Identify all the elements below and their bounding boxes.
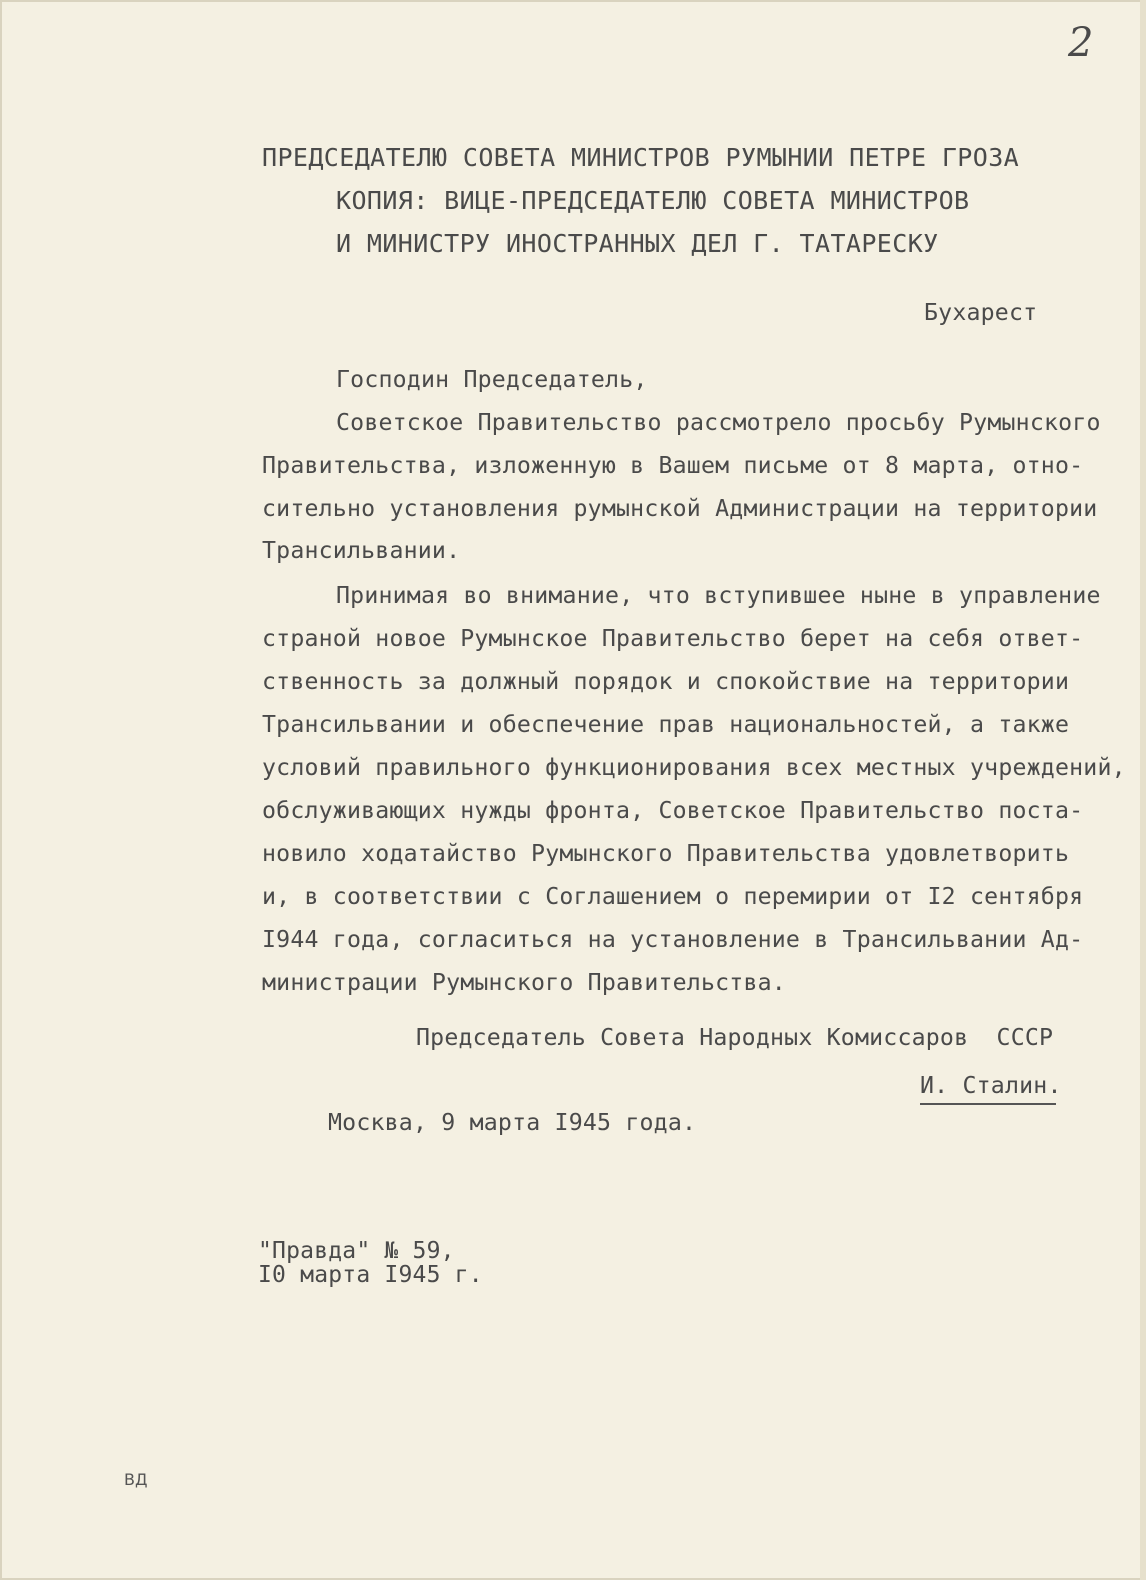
paragraph2-line: ственность за должный порядок и спокойствие на территории: [262, 668, 1070, 695]
paragraph2-line: министрации Румынского Правительства.: [262, 969, 786, 996]
signature-name: И. Сталин.: [920, 1072, 1062, 1099]
paragraph1-line: Правительства, изложенную в Вашем письме от 8 марта, отно-: [262, 452, 1084, 479]
addressee-line-1: ПРЕДСЕДАТЕЛЮ СОВЕТА МИНИСТРОВ РУМЫНИИ ПЕТРЕ ГРОЗА: [262, 143, 1020, 172]
source-line-1: "Правда" № 59,: [258, 1238, 455, 1264]
city: Бухарест: [924, 299, 1038, 326]
paper-edge: [1140, 0, 1146, 1580]
paragraph2-line: обслуживающих нужды фронта, Советское Правительство поста-: [262, 797, 1084, 824]
paragraph2-line: Трансильвании и обеспечение прав национальностей, а также: [262, 711, 1070, 738]
paragraph2-line: I944 года, согласиться на установление в Трансильвании Ад-: [262, 926, 1084, 953]
addressee-line-2: КОПИЯ: ВИЦЕ-ПРЕДСЕДАТЕЛЮ СОВЕТА МИНИСТРОВ: [336, 186, 970, 215]
paragraph2-line: новило ходатайство Румынского Правительства удовлетворить: [262, 840, 1070, 867]
signature-underline: [920, 1103, 1056, 1105]
paragraph1-line: сительно установления румынской Администрации на территории: [262, 495, 1098, 522]
source-line-2: I0 марта I945 г.: [258, 1262, 483, 1288]
place-date: Москва, 9 марта I945 года.: [328, 1109, 697, 1136]
paragraph1-line: Советское Правительство рассмотрело просьбу Румынского: [336, 409, 1101, 436]
signature-title: Председатель Совета Народных Комиссаров СССР: [416, 1024, 1054, 1051]
paragraph2-line: и, в соответствии с Соглашением о перемирии от I2 сентября: [262, 883, 1084, 910]
paragraph2-line: условий правильного функционирования всех местных учреждений,: [262, 754, 1126, 781]
paragraph2-line: Принимая во внимание, что вступившее ныне в управление: [336, 582, 1101, 609]
addressee-line-3: И МИНИСТРУ ИНОСТРАННЫХ ДЕЛ Г. ТАТАРЕСКУ: [336, 229, 939, 258]
page-number: 2: [1068, 20, 1094, 66]
salutation: Господин Председатель,: [336, 366, 648, 393]
paragraph1-line: Трансильвании.: [262, 537, 461, 564]
corner-mark: ВД: [124, 1470, 148, 1489]
paragraph2-line: страной новое Румынское Правительство берет на себя ответ-: [262, 625, 1084, 652]
